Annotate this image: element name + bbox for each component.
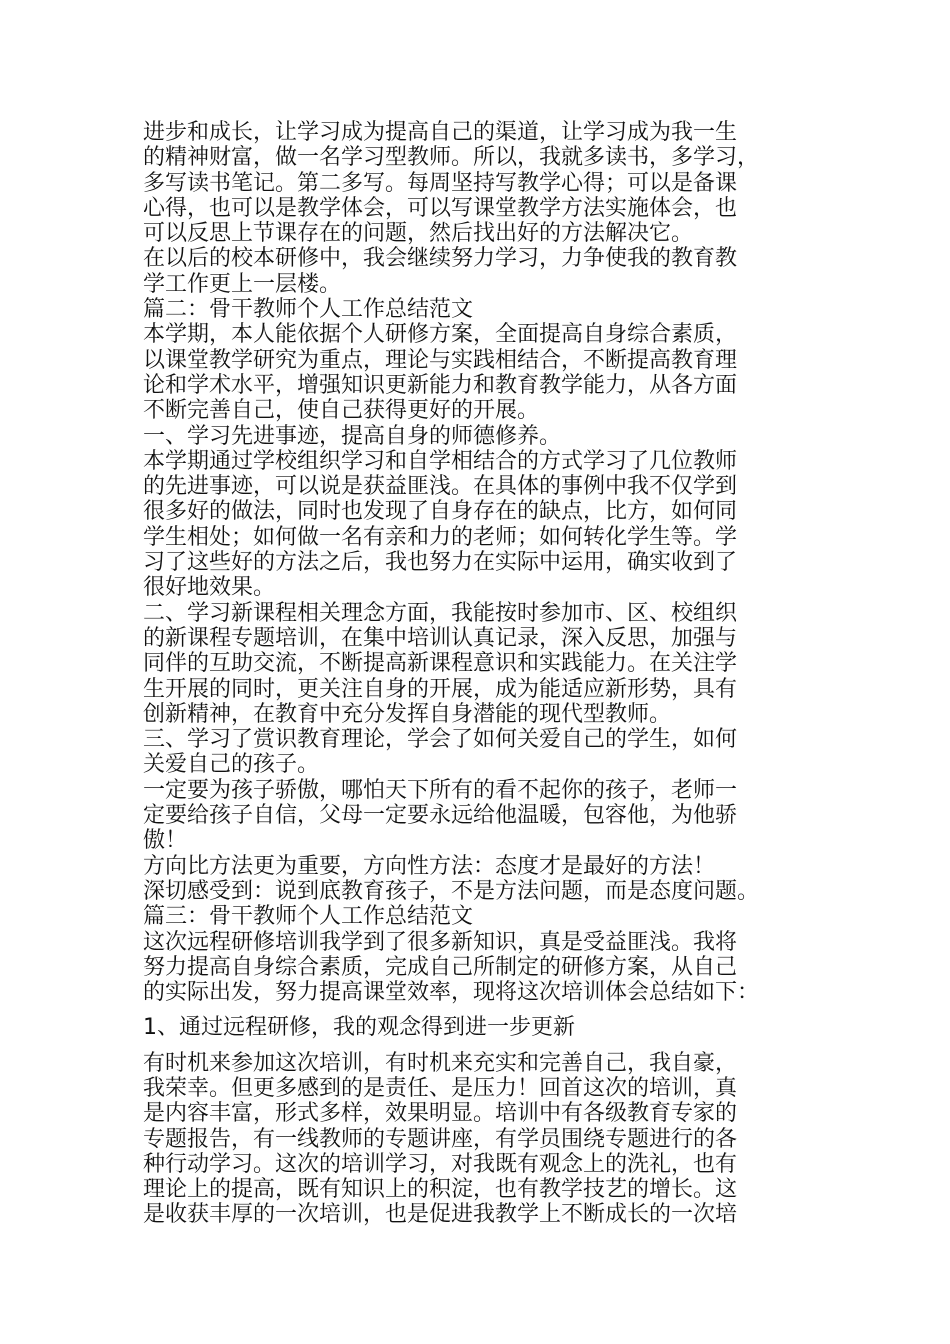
- text-line: 论和学术水平，增强知识更新能力和教育教学能力，从各方面: [143, 372, 738, 398]
- section-title-part-two: 篇二：骨干教师个人工作总结范文: [143, 297, 474, 323]
- section-title-part-three: 篇三：骨干教师个人工作总结范文: [143, 904, 474, 930]
- text-line: 关爱自己的孩子。: [143, 752, 320, 778]
- text-line: 不断完善自己，使自己获得更好的开展。: [143, 398, 540, 424]
- text-line: 本学期通过学校组织学习和自学相结合的方式学习了几位教师: [143, 448, 738, 474]
- numbered-section-heading: 1、通过远程研修，我的观念得到进一步更新: [143, 1015, 575, 1041]
- text-line: 是内容丰富，形式多样，效果明显。培训中有各级教育专家的: [143, 1101, 738, 1127]
- text-line: 的先进事迹，可以说是获益匪浅。在具体的事例中我不仅学到: [143, 474, 738, 500]
- subheading-one: 一、学习先进事迹，提高自身的师德修养。: [143, 423, 562, 449]
- body-text-block-1: [143, 120, 813, 1005]
- text-line: 的精神财富，做一名学习型教师。所以，我就多读书，多学习，: [143, 145, 760, 171]
- text-line: 深切感受到：说到底教育孩子，不是方法问题，而是态度问题。: [143, 878, 760, 904]
- text-line: 本学期，本人能依据个人研修方案，全面提高自身综合素质，: [143, 322, 738, 348]
- text-line: 在以后的校本研修中，我会继续努力学习，力争使我的教育教: [143, 246, 738, 272]
- text-line: 的实际出发，努力提高课堂效率，现将这次培训体会总结如下：: [143, 980, 760, 1006]
- text-line: 进步和成长，让学习成为提高自己的渠道，让学习成为我一生: [143, 120, 738, 145]
- text-line: 很多好的做法，同时也发现了自身存在的缺点，比方，如何同: [143, 499, 738, 525]
- text-line: 学生相处；如何做一名有亲和力的老师；如何转化学生等。学: [143, 524, 738, 550]
- text-line: 学工作更上一层楼。: [143, 271, 342, 297]
- text-line: 专题报告，有一线教师的专题讲座，有学员围绕专题进行的各: [143, 1126, 738, 1152]
- text-line: 我荣幸。但更多感到的是责任、是压力！回首这次的培训，真: [143, 1075, 738, 1101]
- text-line: 有时机来参加这次培训，有时机来充实和完善自己，我自豪，: [143, 1050, 738, 1076]
- subheading-three: 三、学习了赏识教育理论，学会了如何关爱自己的学生，如何: [143, 727, 738, 753]
- text-line: 创新精神，在教育中充分发挥自身潜能的现代型教师。: [143, 701, 672, 727]
- text-line: 生开展的同时，更关注自身的开展，成为能适应新形势，具有: [143, 676, 738, 702]
- text-line: 心得，也可以是教学体会，可以写课堂教学方法实施体会，也: [143, 195, 738, 221]
- text-line: 是收获丰厚的一次培训，也是促进我教学上不断成长的一次培: [143, 1202, 738, 1228]
- text-line: 同伴的互助交流，不断提高新课程意识和实践能力。在关注学: [143, 651, 738, 677]
- text-line: 努力提高自身综合素质，完成自己所制定的研修方案，从自己: [143, 954, 738, 980]
- text-line: 一定要为孩子骄傲，哪怕天下所有的看不起你的孩子，老师一: [143, 777, 738, 803]
- text-line: 以课堂教学研究为重点，理论与实践相结合，不断提高教育理: [143, 347, 738, 373]
- text-line: 傲！: [143, 828, 188, 854]
- text-line: 可以反思上节课存在的问题，然后找出好的方法解决它。: [143, 221, 694, 247]
- text-line: 种行动学习。这次的培训学习，对我既有观念上的洗礼，也有: [143, 1151, 738, 1177]
- document-page: [143, 120, 813, 1228]
- text-line: 方向比方法更为重要，方向性方法：态度才是最好的方法！: [143, 853, 716, 879]
- body-text-block-2: [143, 1051, 813, 1228]
- text-line: 很好地效果。: [143, 575, 276, 601]
- text-line: 这次远程研修培训我学到了很多新知识，真是受益匪浅。我将: [143, 929, 738, 955]
- subheading-two: 二、学习新课程相关理念方面，我能按时参加市、区、校组织: [143, 600, 738, 626]
- text-line: 习了这些好的方法之后，我也努力在实际中运用，确实收到了: [143, 550, 738, 576]
- text-line: 理论上的提高，既有知识上的积淀，也有教学技艺的增长。这: [143, 1177, 738, 1203]
- text-line: 的新课程专题培训，在集中培训认真记录，深入反思，加强与: [143, 625, 738, 651]
- text-line: 定要给孩子自信，父母一定要永远给他温暖，包容他，为他骄: [143, 803, 738, 829]
- text-line: 多写读书笔记。第二多写。每周坚持写教学心得；可以是备课: [143, 170, 738, 196]
